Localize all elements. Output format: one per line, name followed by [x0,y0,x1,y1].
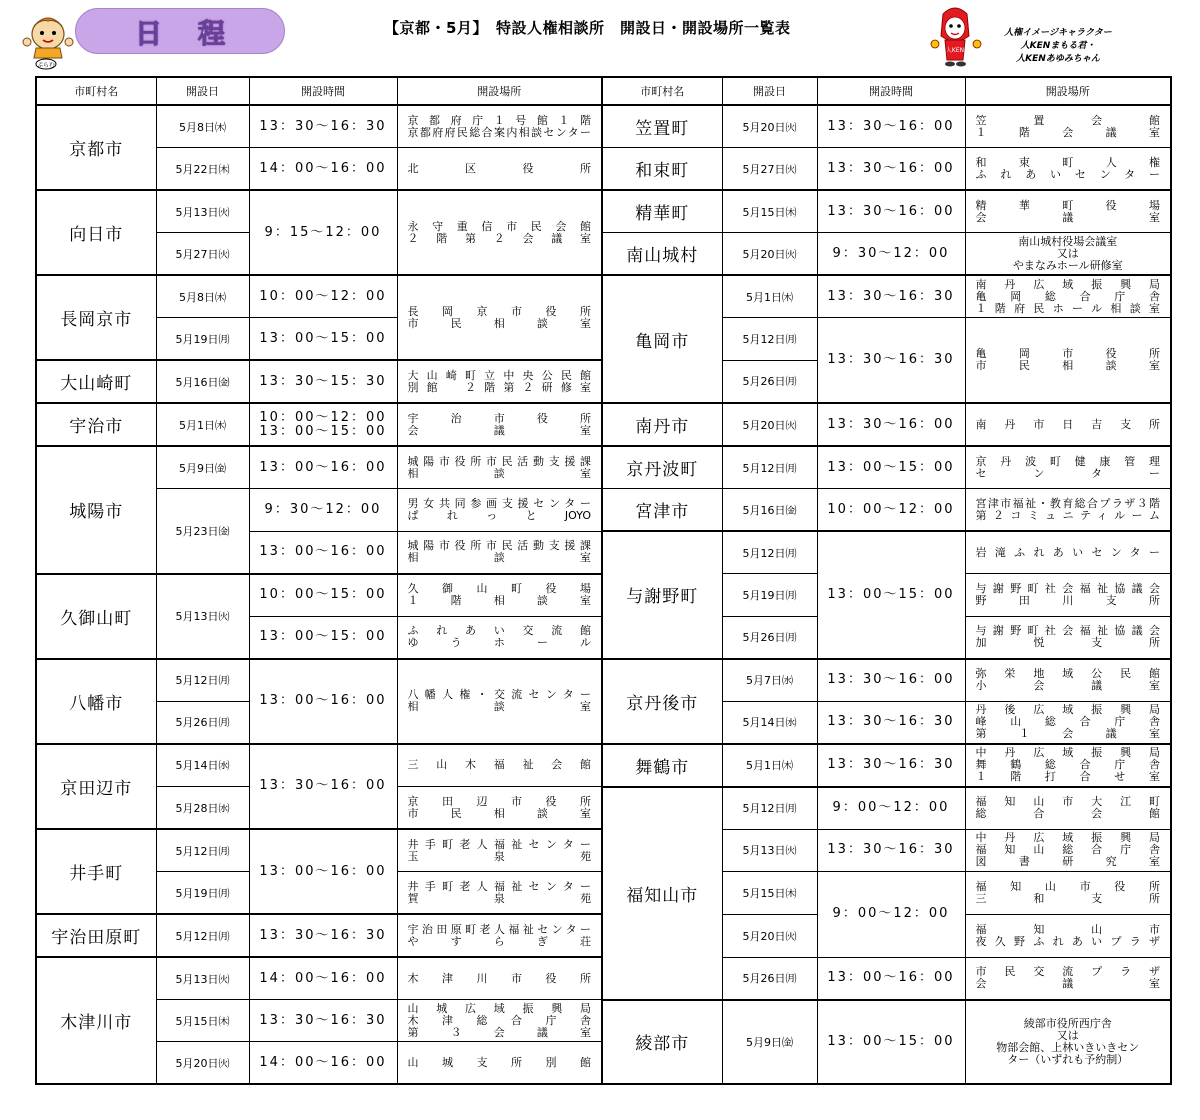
character-caption [1003,27,1113,66]
place-cell [965,701,1171,744]
time-cell: 13：30～16：00 [817,105,965,148]
place-cell [965,148,1171,191]
table-row [36,787,1171,830]
date-cell: 5月15日㈭ [722,872,817,915]
place-line: 京丹波町健康管理 [975,454,1160,468]
date-cell: 5月12日㈪ [156,659,249,702]
place-cell [397,531,602,574]
place-line: 城陽市役所市民活動支援課 [407,454,591,468]
place-cell [965,914,1171,957]
date-cell: 5月26日㈪ [722,360,817,403]
table-row [36,275,1171,318]
place-cell [397,1042,602,1085]
place-cell [965,616,1171,659]
date-cell: 5月8日㈭ [156,105,249,148]
caption-line: 人KENまもる君・ [1020,41,1096,51]
place-line: 会議室 [407,423,591,437]
table-row [36,148,1171,191]
mascot-right-icon [925,6,987,68]
place-line: 舞鶴総合庁舎 [975,758,1160,771]
date-cell: 5月28日㈬ [156,787,249,830]
place-line: 南山城村役場会議室 [1018,234,1118,248]
place-line: 亀岡総合庁舎 [975,289,1160,303]
place-cell [965,787,1171,830]
column-header: 開設時間 [817,77,965,105]
municipality-cell: 京都市 [36,105,156,190]
place-line: ふれあい交流館 [407,624,591,637]
place-line: 弥栄地域公民館 [975,667,1160,680]
table-row [36,1000,1171,1042]
time-cell: 13：00～15：00 [817,1000,965,1085]
mascot-left-logo: ぷらむ [36,62,56,69]
place-line: 市民相談室 [407,316,591,330]
time-cell: 10：00～12：00 13：00～15：00 [249,403,397,446]
place-line: 相談室 [407,551,591,564]
place-cell [397,489,602,532]
municipality-cell: 大山崎町 [36,360,156,403]
place-line: １階相談室 [407,594,591,607]
time-cell: 14：00～16：00 [249,148,397,191]
municipality-cell: 綾部市 [602,1000,722,1085]
place-line: 三山木福祉会館 [407,758,591,772]
date-cell: 5月13日㈫ [156,190,249,233]
place-cell [397,574,602,617]
date-cell: 5月12日㈪ [722,446,817,489]
place-line: 笠置会館 [975,113,1160,127]
time-cell: 13：00～16：00 [817,957,965,1000]
time-cell: 13：00～15：00 [249,616,397,659]
place-cell [965,403,1171,446]
schedule-badge [75,8,285,54]
place-line: 図書研究室 [975,855,1160,869]
schedule-table [35,76,1172,1085]
place-cell [965,531,1171,574]
place-line: 宮津市福祉・教育総合プラザ３階 [975,496,1160,510]
time-cell: 9：00～12：00 [817,872,965,958]
date-cell: 5月1日㈭ [156,403,249,446]
place-line: 岩滝ふれあいセンター [975,545,1160,559]
time-cell: 9：30～12：00 [249,489,397,532]
place-line: ふれあいセンター [975,167,1160,181]
place-line: 福知山市 [975,922,1160,936]
municipality-cell: 城陽市 [36,446,156,574]
date-cell: 5月14日㈬ [722,701,817,744]
place-line: 八幡人権・交流センター [407,688,591,701]
time-cell: 10：00～12：00 [249,275,397,318]
date-cell: 5月14日㈬ [156,744,249,787]
date-cell: 5月26日㈪ [722,616,817,659]
place-cell [397,360,602,403]
municipality-cell: 京丹波町 [602,446,722,489]
table-row [36,105,1171,148]
place-line: 南丹市日吉支所 [975,417,1160,431]
place-cell [397,829,602,872]
place-line: 総合会館 [975,807,1160,820]
time-cell: 13：30～15：30 [249,360,397,403]
municipality-cell: 宇治市 [36,403,156,446]
municipality-cell: 宮津市 [602,489,722,532]
date-cell: 5月13日㈫ [156,957,249,1000]
place-cell [965,489,1171,532]
place-line: 宇治市役所 [407,411,591,425]
table-row [36,659,1171,702]
place-cell [965,744,1171,787]
date-cell: 5月15日㈭ [722,190,817,233]
place-line: 加悦支所 [975,636,1160,649]
place-cell [397,148,602,191]
date-cell: 5月19日㈪ [156,318,249,361]
place-line: ゆうホール [407,636,591,649]
place-cell [965,829,1171,872]
date-cell: 5月19日㈪ [722,574,817,617]
place-cell [397,275,602,360]
table-row [36,233,1171,276]
time-cell: 13：30～16：30 [249,1000,397,1042]
place-line: 福知山総合庁舎 [975,843,1160,857]
time-cell: 10：00～12：00 [817,489,965,532]
place-line: 井手町老人福祉センター [407,879,591,893]
place-line: やまなみホール研修室 [1012,258,1123,272]
place-line: １階府民ホール相談室 [975,301,1160,315]
place-line: 木津総合庁舎 [407,1013,591,1027]
municipality-cell: 木津川市 [36,957,156,1084]
caption-line: 人権イメージキャラクター [1004,28,1112,38]
place-cell [397,787,602,830]
table-row [36,446,1171,489]
place-line: 山城広域振興局 [407,1001,591,1015]
municipality-cell: 南丹市 [602,403,722,446]
place-line: 又は [1056,1028,1079,1042]
place-line: １階打合せ室 [975,770,1160,783]
place-cell [397,744,602,787]
date-cell: 5月16日㈮ [156,360,249,403]
place-cell [965,574,1171,617]
municipality-cell: 与謝野町 [602,531,722,659]
schedule-badge-label: 日程 [135,18,261,50]
table-row [36,403,1171,446]
time-cell: 13：00～15：00 [817,446,965,489]
municipality-cell: 長岡京市 [36,275,156,360]
time-cell: 13：30～16：30 [817,744,965,787]
place-line: 玉泉苑 [407,849,591,863]
time-cell: 14：00～16：00 [249,957,397,1000]
place-line: ター（いずれも予約制） [1007,1052,1129,1066]
date-cell: 5月20日㈫ [722,403,817,446]
place-line: 京都府庁１号館１階 [407,113,591,127]
place-line: 野田川支所 [975,593,1160,607]
place-line: 亀岡市役所 [975,347,1160,360]
place-line: 市民交流プラザ [975,965,1160,978]
time-cell: 13：30～16：30 [249,105,397,148]
date-cell: 5月15日㈭ [156,1000,249,1042]
place-line: 南丹広域振興局 [975,277,1160,291]
time-cell: 9：15～12：00 [249,190,397,275]
place-line: 井手町老人福祉センター [407,837,591,851]
municipality-cell: 向日市 [36,190,156,275]
place-cell [397,446,602,489]
date-cell: 5月13日㈫ [722,829,817,872]
time-cell: 13：30～16：00 [817,403,965,446]
place-line: 物部会館、上林いきいきセン [996,1040,1140,1054]
place-cell [397,616,602,659]
time-cell: 13：00～15：00 [249,318,397,361]
place-line: 木津川市役所 [407,971,591,985]
time-cell: 13：30～16：00 [817,659,965,702]
municipality-cell: 久御山町 [36,574,156,659]
date-cell: 5月26日㈪ [156,701,249,744]
date-cell: 5月20日㈫ [722,105,817,148]
place-cell [965,318,1171,404]
time-cell: 13：30～16：00 [817,190,965,233]
place-cell [965,190,1171,233]
page-header [0,0,1200,75]
time-cell: 13：00～16：00 [249,446,397,489]
date-cell: 5月22日㈭ [156,148,249,191]
place-line: 会議室 [975,977,1160,990]
time-cell: 9：30～12：00 [817,233,965,276]
time-cell: 13：30～16：00 [817,148,965,191]
place-line: 福知山市役所 [975,879,1160,893]
place-cell [965,233,1171,276]
column-header: 開設時間 [249,77,397,105]
place-line: 男女共同参画支援センター [407,496,591,510]
place-cell [965,1000,1171,1085]
column-header: 市町村名 [36,77,156,105]
place-cell [397,1000,602,1042]
place-line: 別館 ２階第２研修室 [407,380,591,394]
date-cell: 5月12日㈪ [722,531,817,574]
place-line: 丹後広域振興局 [975,703,1160,716]
time-cell: 13：30～16：30 [817,275,965,318]
header-row [36,77,1171,105]
mascot-right-logo: 人KEN [945,47,965,54]
time-cell: 13：30～16：30 [817,701,965,744]
date-cell: 5月19日㈪ [156,872,249,915]
place-cell [965,957,1171,1000]
page-title: 【京都・5月】 特設人権相談所 開設日・開設場所一覧表 [384,19,791,37]
mascot-left-icon [22,12,77,70]
time-cell: 13：00～16：00 [249,829,397,914]
place-line: センター [975,466,1160,480]
municipality-cell: 八幡市 [36,659,156,744]
date-cell: 5月1日㈭ [722,275,817,318]
place-line: 精華町役場 [975,198,1160,212]
place-line: 市民相談室 [407,806,591,820]
municipality-cell: 南山城村 [602,233,722,276]
time-cell: 13：30～16：30 [817,318,965,404]
date-cell: 5月9日㈮ [156,446,249,489]
place-line: 相談室 [407,466,591,480]
date-cell: 5月23日㈮ [156,489,249,574]
municipality-cell: 笠置町 [602,105,722,148]
date-cell: 5月12日㈪ [156,914,249,957]
place-line: 夜久野ふれあいプラザ [975,934,1160,948]
time-cell: 9：00～12：00 [817,787,965,830]
date-cell: 5月27日㈫ [722,148,817,191]
date-cell: 5月16日㈮ [722,489,817,532]
table-row [36,744,1171,787]
place-line: 賀泉苑 [407,891,591,905]
place-line: 城陽市役所市民活動支援課 [407,539,591,552]
date-cell: 5月12日㈪ [722,318,817,361]
date-cell: 5月26日㈪ [722,957,817,1000]
place-cell [965,446,1171,489]
place-line: 相談室 [407,700,591,713]
time-cell: 10：00～15：00 [249,574,397,617]
date-cell: 5月8日㈭ [156,275,249,318]
date-cell: 5月9日㈮ [722,1000,817,1085]
place-line: 福知山市大江町 [975,795,1160,808]
time-cell: 13：00～16：00 [249,659,397,744]
place-line: 和束町人権 [975,155,1160,169]
municipality-cell: 和束町 [602,148,722,191]
place-line: 宇治田原町老人福祉センター [407,922,591,936]
table-row [36,489,1171,532]
municipality-cell: 井手町 [36,829,156,914]
place-line: 峰山総合庁舎 [975,715,1160,728]
date-cell: 5月27日㈫ [156,233,249,276]
place-line: 山城支所別館 [407,1055,591,1069]
date-cell: 5月12日㈪ [156,829,249,872]
place-line: 与謝野町社会福祉協議会 [975,624,1160,637]
place-line: 第２コミュニティルーム [975,508,1160,522]
municipality-cell: 精華町 [602,190,722,233]
place-line: 永守重信市民会館 [407,219,591,233]
place-line: 大山崎町立中央公民館 [407,368,591,382]
date-cell: 5月13日㈫ [156,574,249,659]
time-cell: 13：30～16：30 [249,914,397,957]
place-cell [397,190,602,275]
column-header: 市町村名 [602,77,722,105]
column-header: 開設場所 [965,77,1171,105]
place-cell [397,957,602,1000]
date-cell: 5月12日㈪ [722,787,817,830]
place-line: ぱれっとJOYO [407,508,591,522]
municipality-cell: 亀岡市 [602,275,722,403]
date-cell: 5月20日㈫ [722,233,817,276]
municipality-cell: 舞鶴市 [602,744,722,787]
place-line: １階会議室 [975,125,1160,139]
column-header: 開設日 [156,77,249,105]
place-line: 又は [1056,246,1079,260]
place-cell [965,872,1171,915]
place-line: 北区役所 [407,161,591,175]
time-cell: 13：00～16：00 [249,531,397,574]
time-cell: 14：00～16：00 [249,1042,397,1085]
place-line: 会議室 [975,210,1160,224]
place-cell [397,403,602,446]
place-line: 三和支所 [975,891,1160,905]
date-cell: 5月7日㈬ [722,659,817,702]
place-line: 中丹広域振興局 [975,831,1160,845]
place-line: 与謝野町社会福祉協議会 [975,581,1160,595]
place-line: 長岡京市役所 [407,304,591,318]
place-line: ２階第２会議室 [407,231,591,245]
place-line: 久御山町役場 [407,582,591,595]
column-header: 開設場所 [397,77,602,105]
place-cell [965,275,1171,318]
date-cell: 5月20日㈫ [156,1042,249,1085]
municipality-cell: 京田辺市 [36,744,156,830]
place-line: 京都府府民総合案内相談センター [407,125,591,139]
table-row [36,190,1171,233]
column-header: 開設日 [722,77,817,105]
place-line: 京田辺市役所 [407,794,591,808]
place-cell [965,659,1171,702]
place-line: 第３会議室 [407,1025,591,1039]
time-cell: 13：00～15：00 [817,531,965,659]
date-cell: 5月1日㈭ [722,744,817,787]
place-line: 小会議室 [975,679,1160,692]
caption-line: 人KENあゆみちゃん [1016,54,1100,64]
municipality-cell: 京丹後市 [602,659,722,744]
date-cell: 5月20日㈫ [722,914,817,957]
place-line: 中丹広域振興局 [975,746,1160,759]
time-cell: 13：30～16：30 [817,829,965,872]
time-cell: 13：30～16：00 [249,744,397,830]
place-line: やすらぎ荘 [407,934,591,948]
municipality-cell: 宇治田原町 [36,914,156,957]
place-cell [965,105,1171,148]
place-cell [397,872,602,915]
place-line: 綾部市役所西庁舎 [1023,1016,1112,1030]
municipality-cell: 福知山市 [602,787,722,1000]
place-cell [397,105,602,148]
place-cell [397,659,602,744]
place-line: 第１会議室 [975,727,1160,740]
place-cell [397,914,602,957]
place-line: 市民相談室 [975,359,1160,372]
